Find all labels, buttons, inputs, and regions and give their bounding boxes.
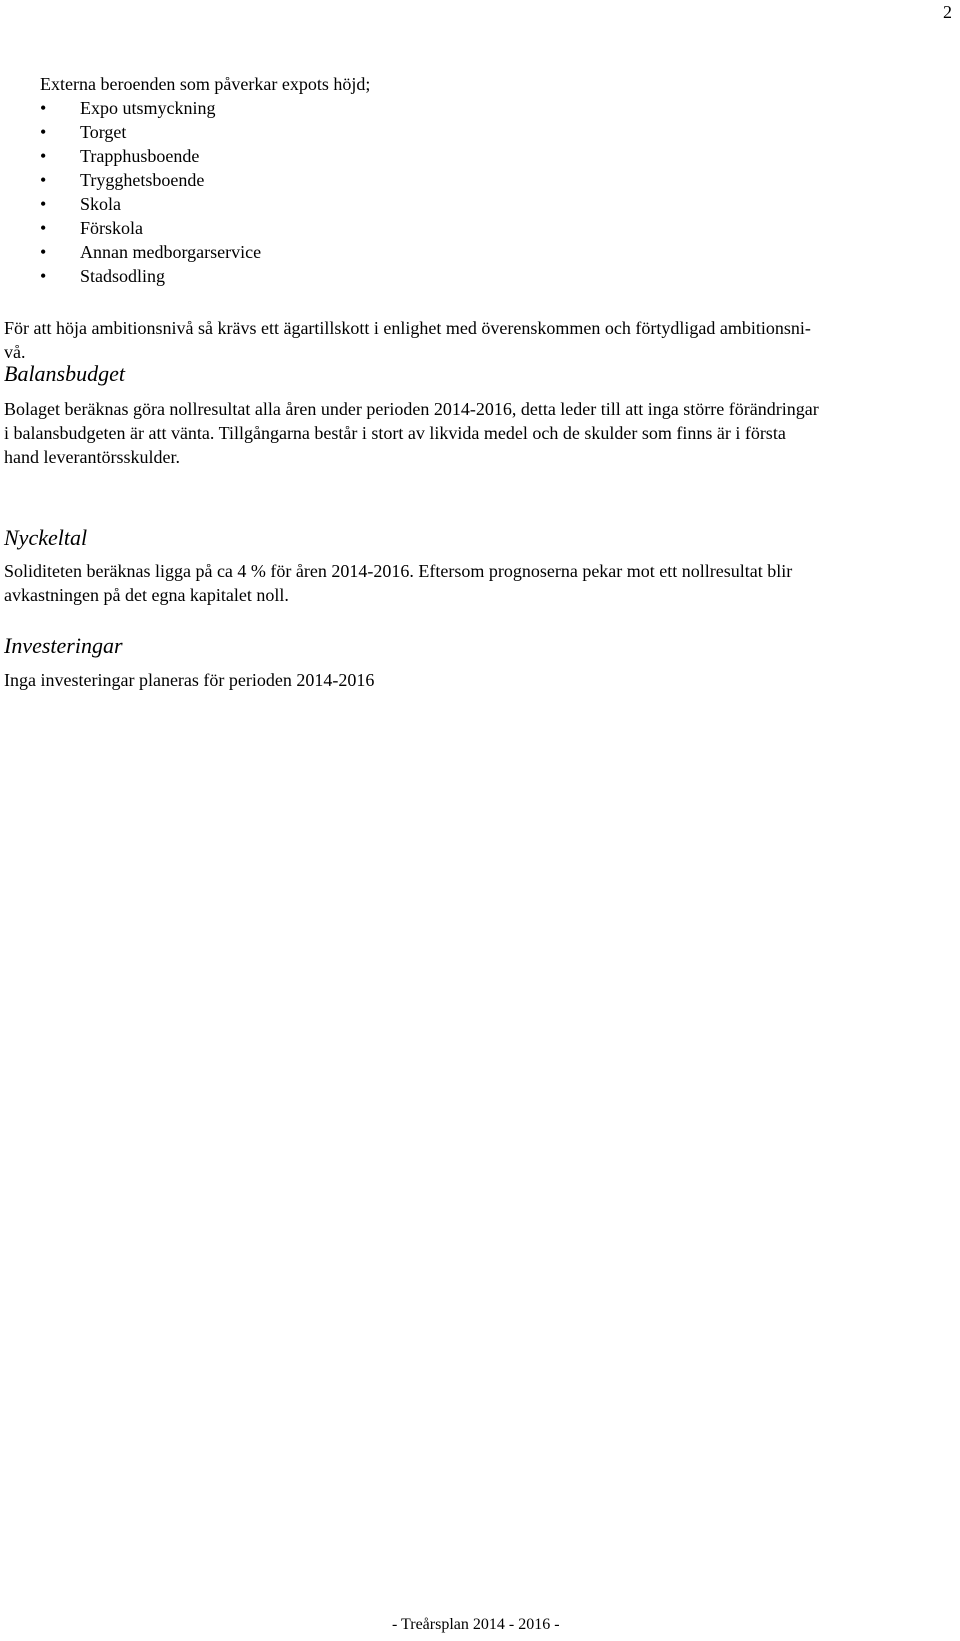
list-item bbox=[40, 192, 261, 216]
list-item-label: Trygghetsboende bbox=[80, 170, 205, 190]
list-item bbox=[40, 144, 261, 168]
list-item-label: Torget bbox=[80, 122, 127, 142]
intro-text: Externa beroenden som påverkar expots höjd; bbox=[40, 74, 371, 94]
list-item-label: Annan medborgarservice bbox=[80, 242, 262, 262]
heading-balansbudget: Balansbudget bbox=[4, 361, 125, 386]
bullet-icon: • bbox=[40, 266, 47, 286]
list-item bbox=[40, 264, 261, 288]
list-item-label: Expo utsmyckning bbox=[80, 98, 216, 118]
list-item bbox=[40, 240, 261, 264]
bullet-icon: • bbox=[40, 194, 47, 214]
list-item bbox=[40, 120, 261, 144]
heading-investeringar: Investeringar bbox=[4, 633, 123, 658]
list-item-label: Stadsodling bbox=[80, 266, 166, 286]
ambition-paragraph-line-1: För att höja ambitionsnivå så krävs ett ägartillskott i enlighet med överenskommen och förtydligad ambitionsni- bbox=[4, 318, 811, 338]
balans-paragraph-line-3: hand leverantörsskulder. bbox=[4, 447, 180, 467]
nyckeltal-paragraph-line-2: avkastningen på det egna kapitalet noll. bbox=[4, 585, 289, 605]
nyckeltal-paragraph-line-1: Soliditeten beräknas ligga på ca 4 % för åren 2014-2016. Eftersom prognoserna pekar mot ett nollresultat blir bbox=[4, 561, 793, 581]
list-item-label: Skola bbox=[80, 194, 122, 214]
bullet-icon: • bbox=[40, 122, 47, 142]
bullet-icon: • bbox=[40, 170, 47, 190]
ambition-paragraph-line-2: vå. bbox=[4, 342, 26, 362]
balans-paragraph-line-2: i balansbudgeten är att vänta. Tillgångarna består i stort av likvida medel och de skulder som finns är i första bbox=[4, 423, 786, 443]
heading-nyckeltal: Nyckeltal bbox=[4, 525, 88, 550]
list-item bbox=[40, 216, 261, 240]
list-item-label: Förskola bbox=[80, 218, 143, 238]
bullet-icon: • bbox=[40, 98, 47, 118]
investeringar-paragraph: Inga investeringar planeras för perioden 2014-2016 bbox=[4, 670, 375, 690]
list-item-label: Trapphusboende bbox=[80, 146, 200, 166]
bullet-icon: • bbox=[40, 218, 47, 238]
list-item bbox=[40, 96, 261, 120]
list-item bbox=[40, 168, 261, 192]
dependency-list bbox=[40, 96, 261, 288]
bullet-icon: • bbox=[40, 146, 47, 166]
page-number: 2 bbox=[943, 2, 952, 22]
balans-paragraph-line-1: Bolaget beräknas göra nollresultat alla åren under perioden 2014-2016, detta leder till att inga större förändringar bbox=[4, 399, 819, 419]
bullet-icon: • bbox=[40, 242, 47, 262]
page-footer: - Treårsplan 2014 - 2016 - bbox=[392, 1616, 560, 1633]
